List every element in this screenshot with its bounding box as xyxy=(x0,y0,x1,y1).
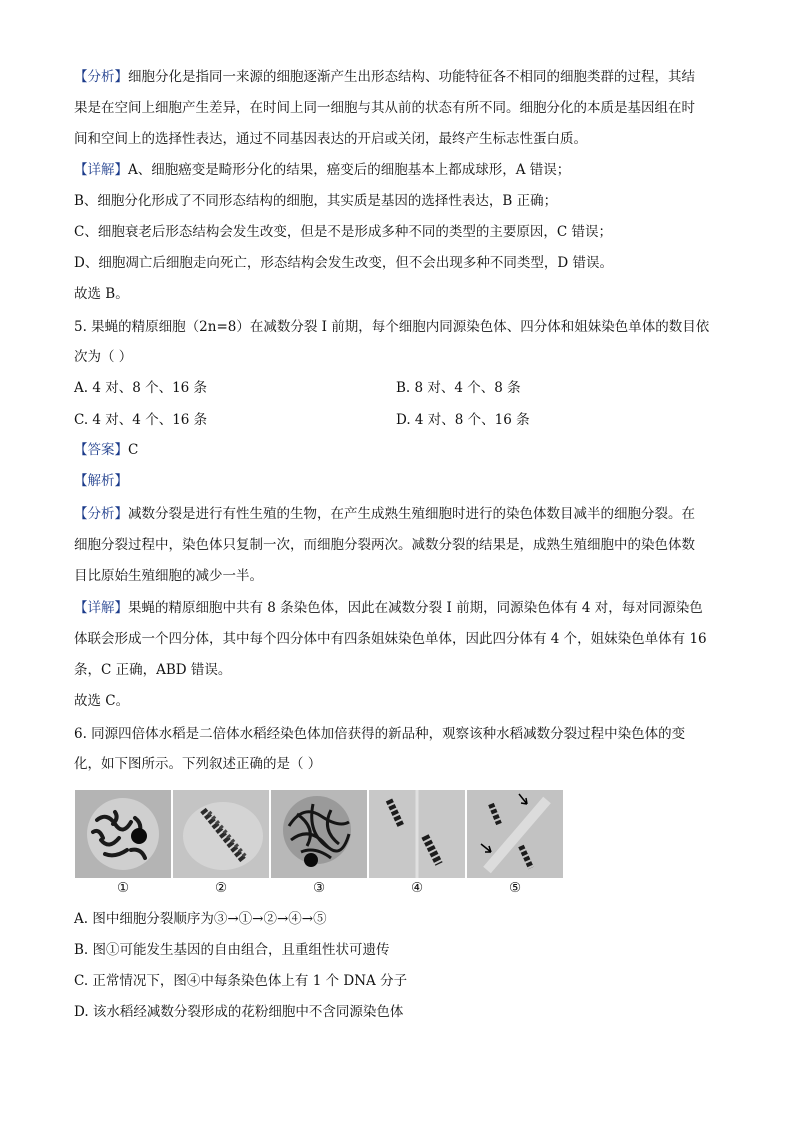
q5-option-d: D. 4 对、8 个、16 条 xyxy=(396,412,530,428)
detail-b: B、细胞分化形成了不同形态结构的细胞，其实质是基因的选择性表达，B 正确； xyxy=(74,193,558,209)
micrograph-1 xyxy=(75,790,171,878)
q5-detail xyxy=(74,599,703,617)
choose-c: 故选 C。 xyxy=(74,693,130,709)
detail-tag: 【详解】 xyxy=(74,162,128,178)
caption-3: ③ xyxy=(312,880,326,896)
detail-a: A、细胞癌变是畸形分化的结果，癌变后的细胞基本上都成球形，A 错误； xyxy=(128,162,571,178)
detail-c: C、细胞衰老后形态结构会发生改变，但是不是形成多种不同的类型的主要原因，C 错误； xyxy=(74,224,612,240)
detail-d: D、细胞凋亡后细胞走向死亡，形态结构会发生改变，但不会出现多种不同类型，D 错误。 xyxy=(74,255,613,271)
q6-option-d: D. 该水稻经减数分裂形成的花粉细胞中不含同源染色体 xyxy=(74,1004,404,1020)
micrograph-3 xyxy=(271,790,367,878)
q5-detail-tag: 【详解】 xyxy=(74,600,128,616)
q5-detail-text-3: 条，C 正确，ABD 错误。 xyxy=(74,662,232,678)
q5-analysis-tag: 【分析】 xyxy=(74,506,128,522)
q5-stem-1: 5. 果蝇的精原细胞（2n=8）在减数分裂 I 前期，每个细胞内同源染色体、四分体和姐妹染色单体的数目依 xyxy=(74,319,710,335)
caption-2: ② xyxy=(214,880,228,896)
q6-option-b: B. 图①可能发生基因的自由组合，且重组性状可遗传 xyxy=(74,942,390,958)
choose-b: 故选 B。 xyxy=(74,286,129,302)
q6-option-a: A. 图中细胞分裂顺序为③→①→②→④→⑤ xyxy=(74,911,327,927)
q5-analysis-text-1: 减数分裂是进行有性生殖的生物，在产生成熟生殖细胞时进行的染色体数目减半的细胞分裂。在 xyxy=(128,506,695,522)
q5-option-a: A. 4 对、8 个、16 条 xyxy=(74,380,208,396)
micrograph-5 xyxy=(467,790,563,878)
q5-answer xyxy=(74,441,138,459)
q5-option-c: C. 4 对、4 个、16 条 xyxy=(74,412,208,428)
micrograph-2 xyxy=(173,790,269,878)
q6-stem-2: 化，如下图所示。下列叙述正确的是（ ） xyxy=(74,756,322,772)
answer-value: C xyxy=(128,442,139,458)
q6-stem-1: 6. 同源四倍体水稻是二倍体水稻经染色体加倍获得的新品种，观察该种水稻减数分裂过程中染色体的变 xyxy=(74,726,686,742)
analysis-tag: 【分析】 xyxy=(74,69,128,85)
detail-paragraph xyxy=(74,161,570,179)
analysis-text-1: 细胞分化是指同一来源的细胞逐渐产生出形态结构、功能特征各不相同的细胞类群的过程，其结 xyxy=(128,69,695,85)
q5-stem-2: 次为（ ） xyxy=(74,349,133,365)
micrograph-figure xyxy=(75,790,563,880)
q5-detail-text-1: 果蝇的精原细胞中共有 8 条染色体，因此在减数分裂 I 前期，同源染色体有 4 对，每对同源染色 xyxy=(128,600,703,616)
analysis-text-2: 果是在空间上细胞产生差异，在时间上同一细胞与其从前的状态有所不同。细胞分化的本质是基因组在时 xyxy=(74,100,695,116)
q5-detail-text-2: 体联会形成一个四分体，其中每个四分体中有四条姐妹染色单体，因此四分体有 4 个，姐妹染色单体有 16 xyxy=(74,631,707,647)
micrograph-4 xyxy=(369,790,465,878)
q5-analysis-text-3: 目比原始生殖细胞的减少一半。 xyxy=(74,568,263,584)
q5-option-b: B. 8 对、4 个、8 条 xyxy=(396,380,521,396)
q5-analysis xyxy=(74,505,695,523)
q6-option-c: C. 正常情况下，图④中每条染色体上有 1 个 DNA 分子 xyxy=(74,973,408,989)
caption-4: ④ xyxy=(410,880,424,896)
analysis-text-3: 间和空间上的选择性表达，通过不同基因表达的开启或关闭，最终产生标志性蛋白质。 xyxy=(74,131,587,147)
q5-analysis-text-2: 细胞分裂过程中，染色体只复制一次，而细胞分裂两次。减数分裂的结果是，成熟生殖细胞中的染色体数 xyxy=(74,537,695,553)
answer-tag: 【答案】 xyxy=(74,442,128,458)
explain-tag: 【解析】 xyxy=(74,473,128,489)
analysis-paragraph xyxy=(74,68,695,86)
caption-1: ① xyxy=(116,880,130,896)
caption-5: ⑤ xyxy=(508,880,522,896)
